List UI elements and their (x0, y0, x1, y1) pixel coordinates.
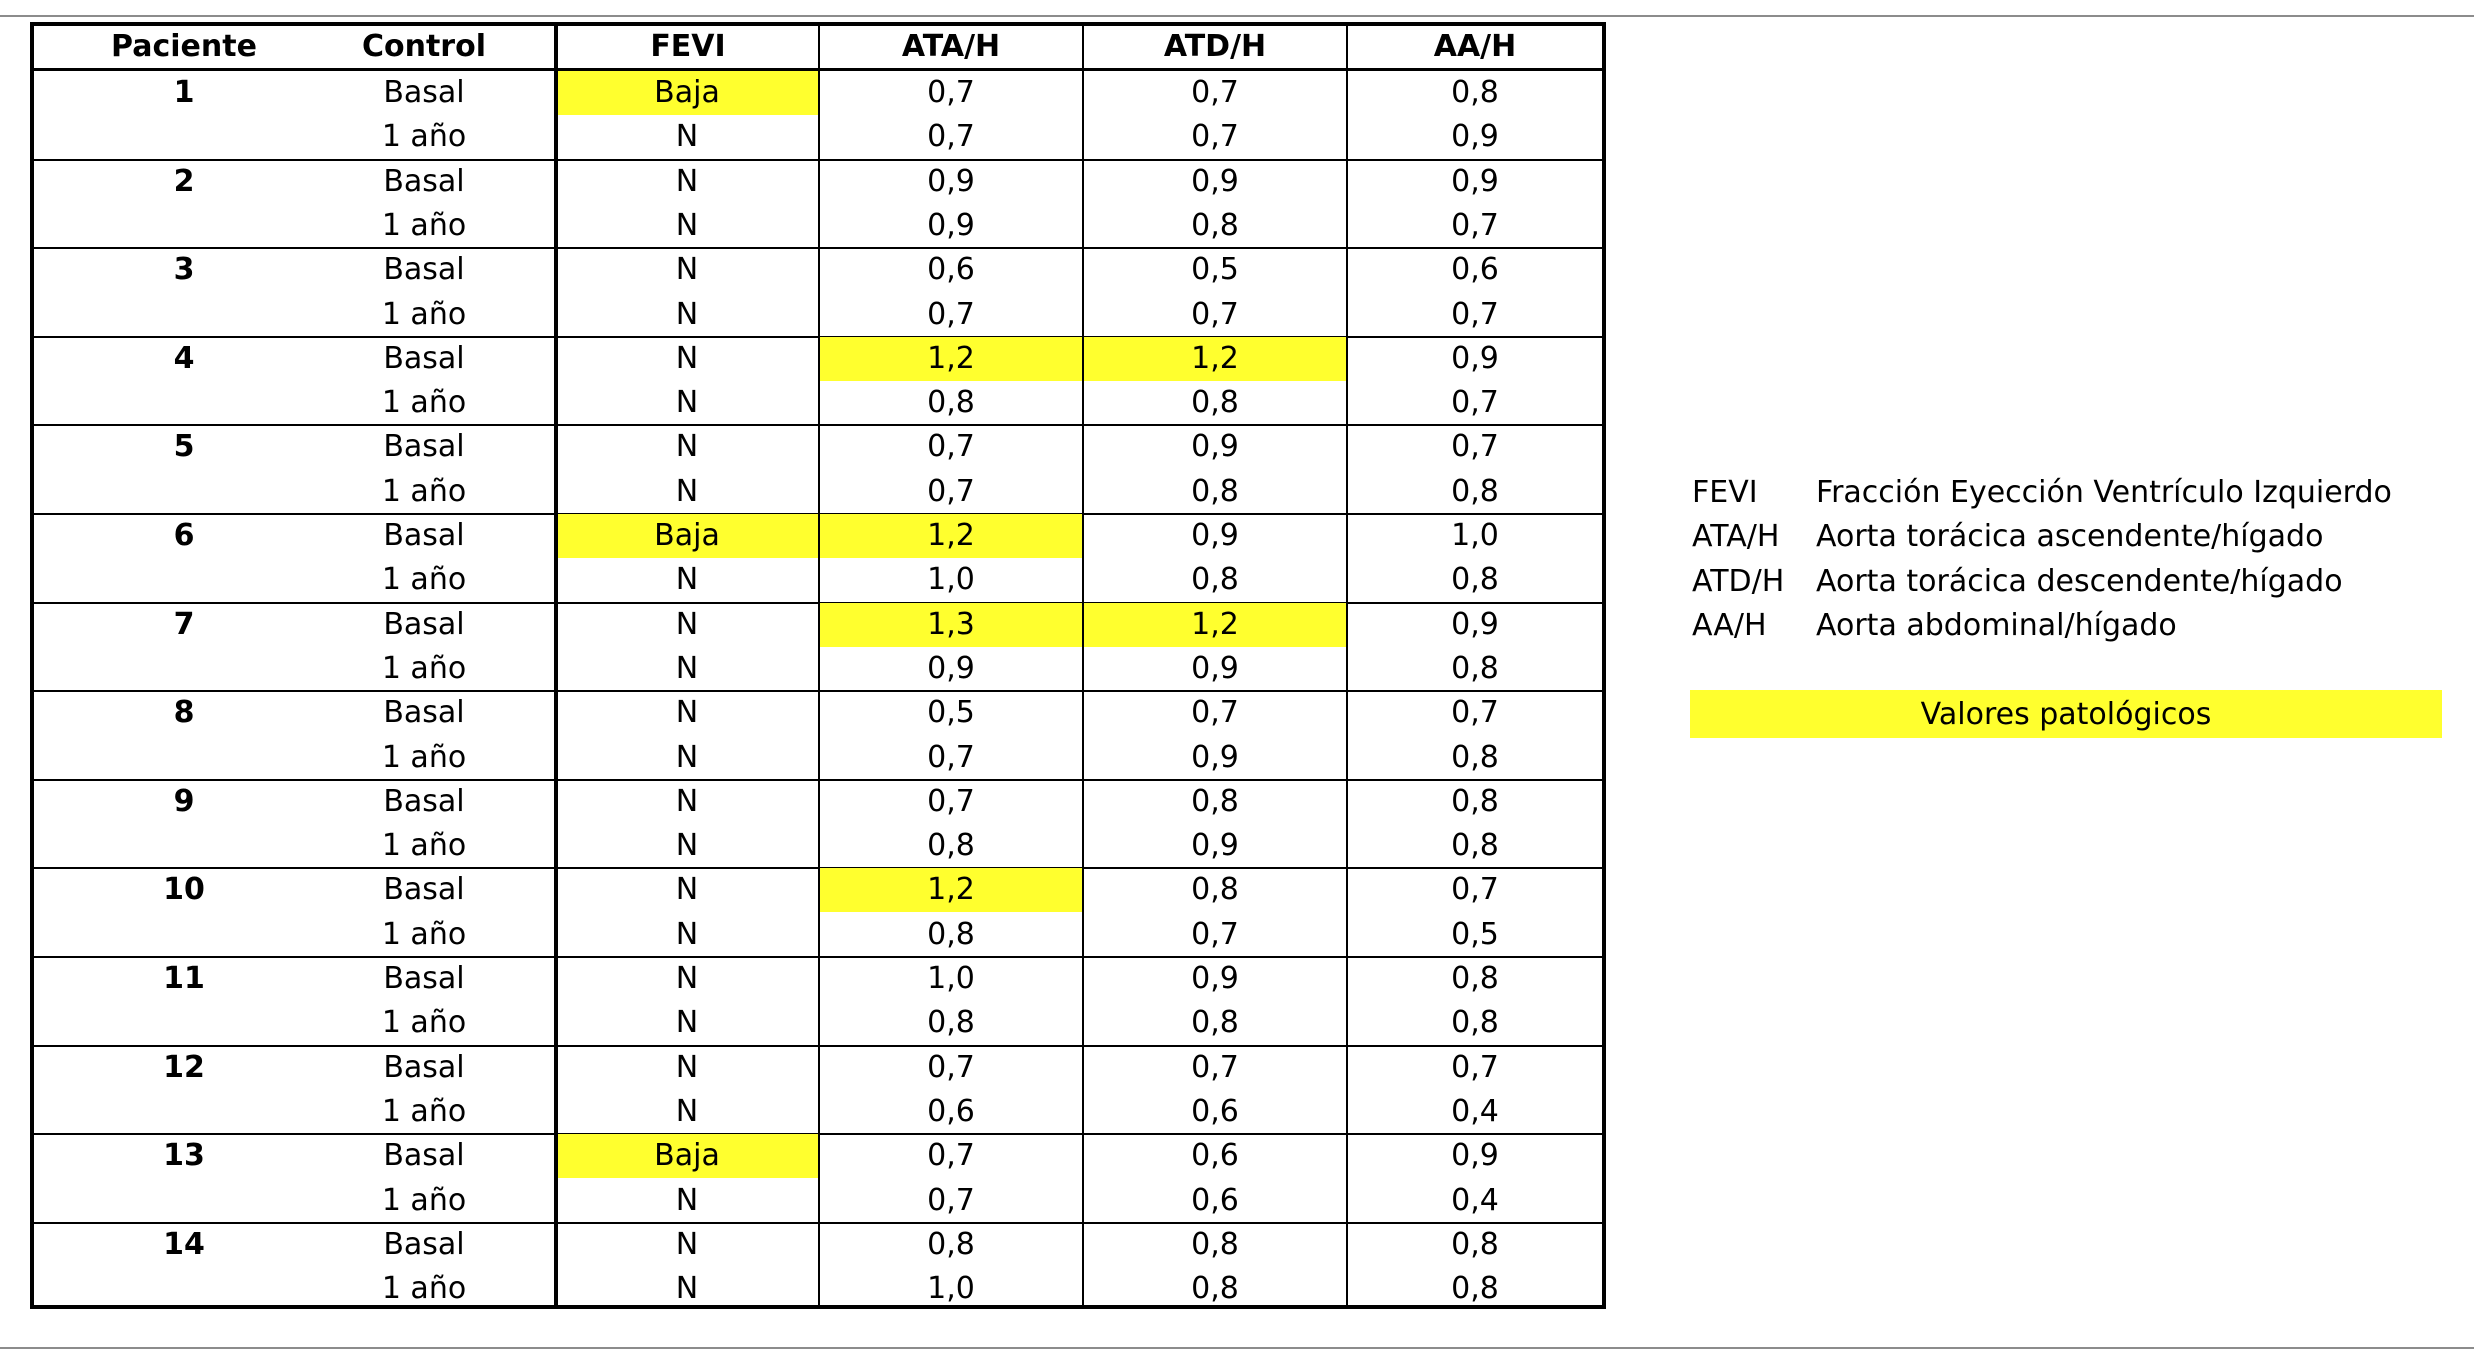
cell-atd: 0,6 (1191, 1093, 1239, 1129)
cell-fevi: Baja (556, 514, 818, 558)
cell-atd: 0,8 (1191, 207, 1239, 243)
cell-aa: 0,7 (1451, 207, 1499, 243)
cell-atd: 0,7 (1191, 119, 1239, 155)
cell-control: Basal (383, 75, 465, 110)
cell-control: Basal (383, 695, 465, 731)
cell-atd: 0,5 (1191, 252, 1239, 288)
cell-control: Basal (383, 783, 465, 819)
cell-fevi: N (675, 163, 699, 199)
cell-atd: 0,8 (1191, 1271, 1239, 1307)
cell-paciente (34, 1179, 334, 1223)
cell-control: Basal (383, 252, 465, 288)
cell-aa: 0,8 (1451, 828, 1499, 864)
cell-paciente: 12 (163, 1049, 205, 1085)
cell-aa: 0,9 (1451, 119, 1499, 155)
cell-aa: 0,7 (1451, 385, 1499, 421)
header-ata: ATA/H (901, 29, 1001, 64)
cell-ata: 0,6 (927, 252, 975, 288)
cell-control: Basal (383, 340, 465, 376)
cell-ata: 0,6 (927, 1093, 975, 1129)
cell-ata: 0,7 (927, 739, 975, 775)
cell-paciente (34, 736, 334, 780)
cell-atd: 0,8 (1191, 1005, 1239, 1041)
cell-atd: 0,6 (1191, 1182, 1239, 1218)
cell-fevi: N (675, 1093, 699, 1129)
cell-control: 1 año (381, 473, 467, 509)
cell-ata: 1,0 (927, 961, 975, 996)
cell-ata: 0,7 (927, 75, 975, 110)
cell-fevi: N (675, 473, 699, 509)
column-divider (1082, 26, 1084, 1305)
cell-paciente: 8 (173, 695, 195, 731)
cell-aa: 0,9 (1451, 1138, 1499, 1174)
cell-control: Basal (383, 163, 465, 199)
cell-atd: 0,8 (1191, 562, 1239, 598)
cell-aa: 0,7 (1451, 872, 1499, 908)
cell-atd: 1,2 (1084, 603, 1346, 647)
cell-paciente (34, 1267, 334, 1311)
cell-fevi: N (675, 872, 699, 908)
cell-control: Basal (383, 961, 465, 996)
cell-paciente: 13 (163, 1138, 205, 1174)
cell-atd: 0,9 (1191, 650, 1239, 686)
cell-aa: 0,4 (1451, 1182, 1499, 1218)
cell-atd: 0,9 (1191, 739, 1239, 775)
legend-abbr: FEVI (1692, 474, 1758, 510)
cell-ata: 0,8 (927, 1005, 975, 1041)
cell-aa: 0,8 (1451, 961, 1499, 996)
cell-aa: 1,0 (1451, 518, 1499, 553)
cell-aa: 0,7 (1451, 429, 1499, 465)
cell-aa: 0,5 (1451, 916, 1499, 952)
cell-atd: 0,8 (1191, 1226, 1239, 1262)
cell-control: 1 año (381, 385, 467, 421)
column-divider (1346, 26, 1348, 1305)
cell-atd: 0,7 (1191, 296, 1239, 332)
header-control: Control (361, 29, 486, 64)
cell-fevi: Baja (556, 1134, 818, 1178)
cell-fevi: N (675, 783, 699, 819)
cell-ata: 0,7 (927, 296, 975, 332)
cell-fevi: N (675, 650, 699, 686)
cell-paciente (34, 204, 334, 248)
cell-aa: 0,8 (1451, 783, 1499, 819)
header-paciente: Paciente (111, 29, 257, 64)
header-atd: ATD/H (1163, 29, 1267, 64)
cell-ata: 0,9 (927, 163, 975, 199)
cell-paciente (34, 115, 334, 159)
cell-fevi: N (675, 916, 699, 952)
legend-definition: Fracción Eyección Ventrículo Izquierdo (1816, 474, 2392, 510)
cell-ata: 1,2 (820, 868, 1082, 912)
results-table (30, 22, 1606, 1309)
cell-atd: 0,9 (1191, 429, 1239, 465)
cell-paciente (34, 1001, 334, 1045)
cell-fevi: N (675, 385, 699, 421)
cell-control: 1 año (381, 650, 467, 686)
cell-control: Basal (383, 1226, 465, 1262)
cell-fevi: N (675, 119, 699, 155)
cell-paciente: 7 (173, 606, 195, 642)
cell-paciente: 9 (173, 783, 195, 819)
cell-aa: 0,4 (1451, 1093, 1499, 1129)
cell-paciente (34, 381, 334, 425)
cell-ata: 0,7 (927, 473, 975, 509)
cell-ata: 1,2 (820, 337, 1082, 381)
cell-fevi: N (675, 1226, 699, 1262)
cell-aa: 0,8 (1451, 75, 1499, 110)
cell-atd: 0,7 (1191, 695, 1239, 731)
cell-fevi: N (675, 340, 699, 376)
cell-atd: 0,8 (1191, 872, 1239, 908)
cell-ata: 1,3 (820, 603, 1082, 647)
cell-control: 1 año (381, 119, 467, 155)
cell-aa: 0,7 (1451, 1049, 1499, 1085)
cell-fevi: N (675, 296, 699, 332)
column-divider (818, 26, 820, 1305)
cell-ata: 0,8 (927, 1226, 975, 1262)
cell-atd: 0,7 (1191, 75, 1239, 110)
cell-aa: 0,8 (1451, 1005, 1499, 1041)
top-rule (0, 15, 2474, 17)
cell-atd: 0,8 (1191, 783, 1239, 819)
cell-ata: 0,7 (927, 429, 975, 465)
cell-aa: 0,8 (1451, 562, 1499, 598)
cell-fevi: N (675, 562, 699, 598)
cell-aa: 0,8 (1451, 650, 1499, 686)
cell-fevi: N (675, 1271, 699, 1307)
cell-aa: 0,8 (1451, 739, 1499, 775)
cell-control: Basal (383, 1049, 465, 1085)
cell-aa: 0,8 (1451, 1271, 1499, 1307)
cell-fevi: N (675, 606, 699, 642)
cell-control: Basal (383, 606, 465, 642)
cell-control: 1 año (381, 1182, 467, 1218)
cell-atd: 0,9 (1191, 518, 1239, 553)
cell-fevi: N (675, 1182, 699, 1218)
cell-aa: 0,8 (1451, 473, 1499, 509)
legend-abbr: ATD/H (1692, 563, 1785, 599)
cell-ata: 0,9 (927, 650, 975, 686)
header-aa: AA/H (1433, 29, 1517, 64)
cell-ata: 0,5 (927, 695, 975, 731)
cell-aa: 0,8 (1451, 1226, 1499, 1262)
cell-paciente: 3 (173, 252, 195, 288)
legend-abbr: AA/H (1692, 608, 1767, 643)
cell-ata: 0,7 (927, 1182, 975, 1218)
cell-fevi: N (675, 1049, 699, 1085)
cell-control: 1 año (381, 828, 467, 864)
cell-atd: 0,9 (1191, 828, 1239, 864)
cell-control: 1 año (381, 1093, 467, 1129)
cell-paciente: 1 (173, 75, 195, 110)
cell-paciente (34, 558, 334, 602)
cell-atd: 0,9 (1191, 163, 1239, 199)
cell-atd: 0,9 (1191, 961, 1239, 996)
cell-paciente (34, 647, 334, 691)
cell-paciente (34, 470, 334, 514)
cell-fevi: N (675, 739, 699, 775)
cell-atd: 1,2 (1084, 337, 1346, 381)
column-divider (554, 26, 558, 1305)
cell-ata: 0,8 (927, 828, 975, 864)
cell-paciente: 4 (173, 340, 195, 376)
cell-ata: 0,8 (927, 385, 975, 421)
cell-aa: 0,7 (1451, 296, 1499, 332)
cell-control: 1 año (381, 916, 467, 952)
legend-definition: Aorta abdominal/hígado (1816, 608, 2177, 643)
legend-definition: Aorta torácica descendente/hígado (1816, 563, 2343, 599)
cell-control: 1 año (381, 1005, 467, 1041)
cell-paciente: 2 (173, 163, 195, 199)
cell-fevi: N (675, 252, 699, 288)
cell-ata: 0,7 (927, 783, 975, 819)
cell-fevi: N (675, 695, 699, 731)
cell-atd: 0,7 (1191, 1049, 1239, 1085)
cell-fevi: Baja (556, 71, 818, 115)
header-fevi: FEVI (650, 29, 726, 64)
cell-paciente: 10 (163, 872, 205, 908)
pathological-values-key: Valores patológicos (1690, 690, 2442, 738)
cell-paciente (34, 1090, 334, 1134)
cell-control: 1 año (381, 1271, 467, 1307)
cell-control: 1 año (381, 562, 467, 598)
cell-ata: 0,9 (927, 207, 975, 243)
cell-ata: 1,2 (820, 514, 1082, 558)
cell-paciente: 6 (173, 518, 195, 553)
cell-fevi: N (675, 429, 699, 465)
cell-atd: 0,8 (1191, 385, 1239, 421)
cell-paciente (34, 293, 334, 337)
cell-ata: 0,7 (927, 1049, 975, 1085)
cell-ata: 1,0 (927, 1271, 975, 1307)
cell-atd: 0,6 (1191, 1138, 1239, 1174)
cell-control: 1 año (381, 207, 467, 243)
cell-paciente (34, 824, 334, 868)
cell-fevi: N (675, 207, 699, 243)
cell-fevi: N (675, 828, 699, 864)
cell-ata: 0,7 (927, 119, 975, 155)
cell-paciente: 5 (173, 429, 195, 465)
bottom-rule (0, 1347, 2474, 1349)
cell-aa: 0,9 (1451, 163, 1499, 199)
cell-ata: 0,8 (927, 916, 975, 952)
cell-control: Basal (383, 872, 465, 908)
cell-paciente (34, 913, 334, 957)
header-paciente-control (34, 26, 556, 68)
cell-fevi: N (675, 1005, 699, 1041)
cell-control: 1 año (381, 739, 467, 775)
legend-definition: Aorta torácica ascendente/hígado (1816, 519, 2324, 554)
cell-aa: 0,7 (1451, 695, 1499, 731)
cell-atd: 0,7 (1191, 916, 1239, 952)
cell-aa: 0,9 (1451, 606, 1499, 642)
cell-atd: 0,8 (1191, 473, 1239, 509)
cell-aa: 0,6 (1451, 252, 1499, 288)
cell-fevi: N (675, 961, 699, 996)
cell-control: Basal (383, 518, 465, 553)
legend-abbr: ATA/H (1692, 519, 1780, 554)
cell-control: Basal (383, 429, 465, 465)
cell-paciente: 14 (163, 1226, 205, 1262)
cell-control: Basal (383, 1138, 465, 1174)
cell-control: 1 año (381, 296, 467, 332)
cell-ata: 1,0 (927, 562, 975, 598)
cell-ata: 0,7 (927, 1138, 975, 1174)
cell-paciente: 11 (163, 961, 205, 996)
cell-aa: 0,9 (1451, 340, 1499, 376)
